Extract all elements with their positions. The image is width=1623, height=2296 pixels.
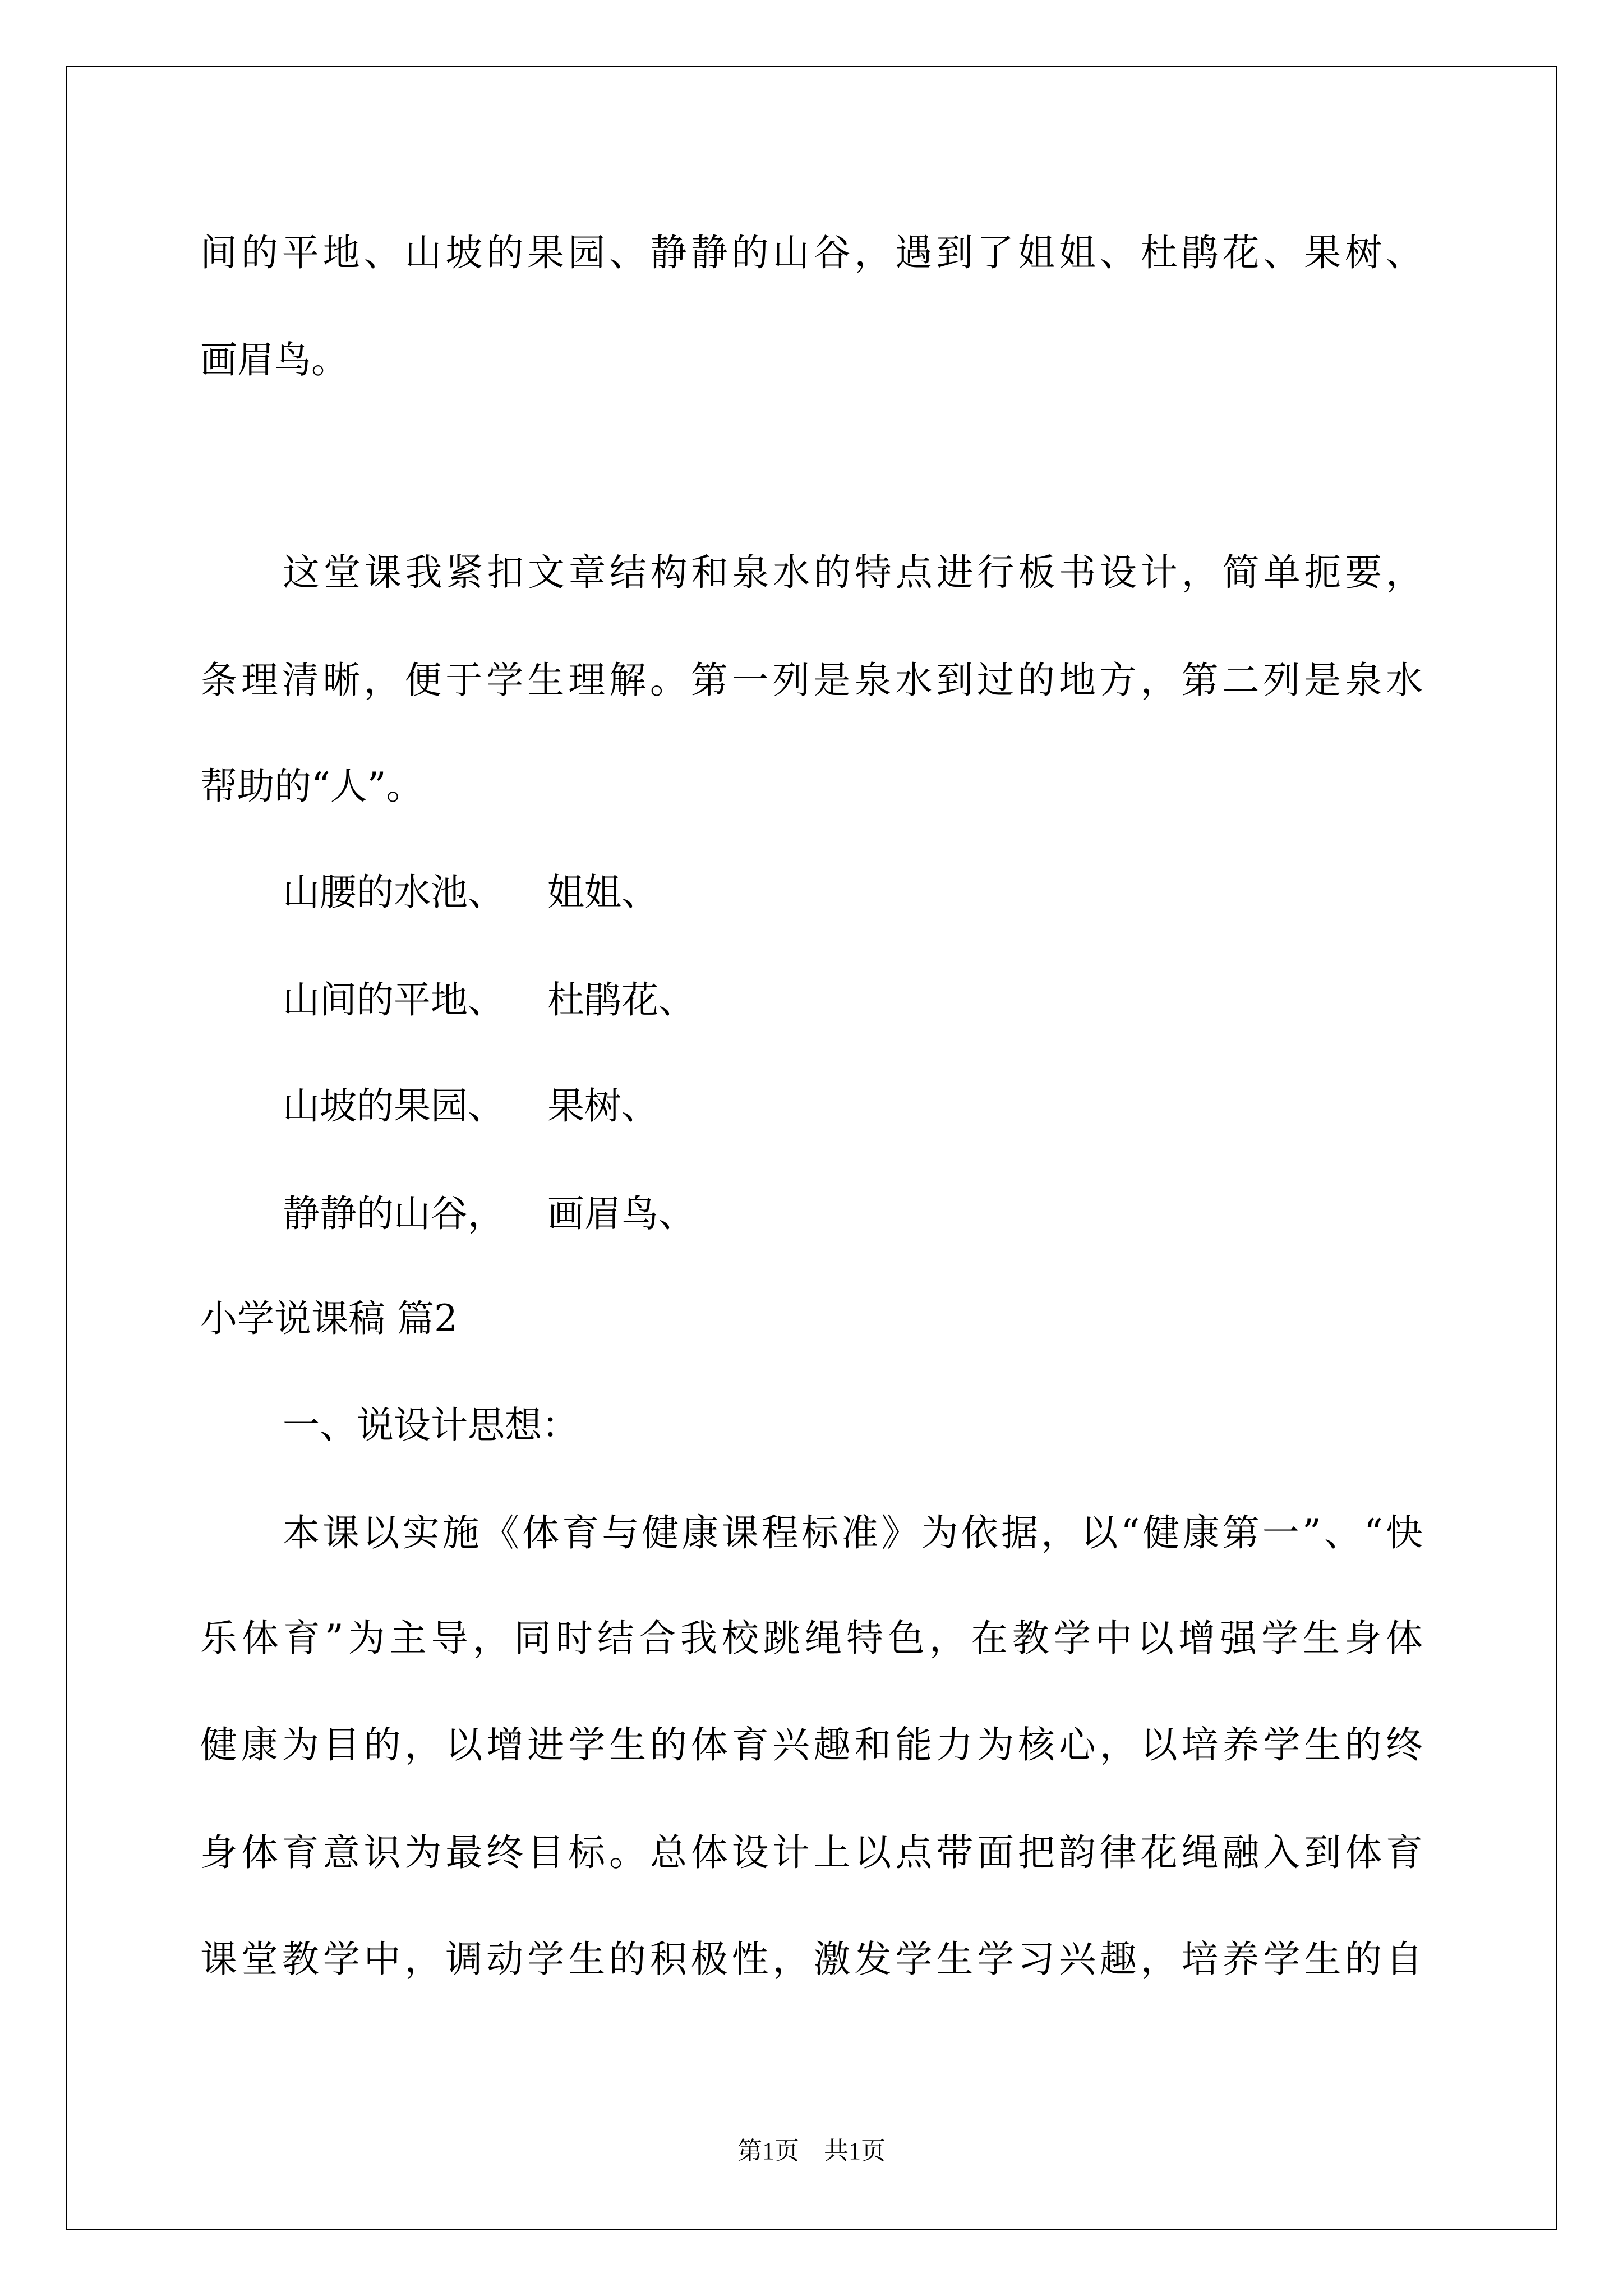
page-footer: 第1页 共1页: [737, 2137, 886, 2165]
subheading: 一、说设计思想：: [283, 1404, 579, 1447]
board-helped: 画眉鸟、: [547, 1192, 695, 1235]
paragraph-line: 本课以实施《体育与健康课程标准》为依据，以“健康第一”、“快: [283, 1511, 1423, 1554]
board-place: 山坡的果园、: [283, 1084, 505, 1128]
paragraph-line: 健康为目的，以增进学生的体育兴趣和能力为核心，以培养学生的终: [200, 1723, 1423, 1766]
paragraph-line: 间的平地、山坡的果园、静静的山谷，遇到了姐姐、杜鹃花、果树、: [200, 231, 1423, 274]
board-helped: 果树、: [547, 1084, 658, 1128]
section-heading: 小学说课稿 篇2: [200, 1297, 458, 1340]
paragraph-line: 课堂教学中，调动学生的积极性，激发学生学习兴趣，培养学生的自: [200, 1938, 1423, 1981]
page-border: [66, 66, 1557, 2230]
paragraph-line: 乐体育”为主导，同时结合我校跳绳特色，在教学中以增强学生身体: [200, 1617, 1423, 1660]
paragraph-line: 画眉鸟。: [200, 338, 348, 381]
paragraph-line: 这堂课我紧扣文章结构和泉水的特点进行板书设计，简单扼要，: [283, 551, 1423, 594]
board-place: 山腰的水池、: [283, 871, 505, 914]
board-place: 山间的平地、: [283, 978, 505, 1022]
paragraph-line: 条理清晰，便于学生理解。第一列是泉水到过的地方，第二列是泉水: [200, 659, 1423, 702]
board-helped: 姐姐、: [547, 871, 658, 914]
paragraph-line: 身体育意识为最终目标。总体设计上以点带面把韵律花绳融入到体育: [200, 1831, 1423, 1874]
board-place: 静静的山谷，: [283, 1192, 505, 1235]
paragraph-line: 帮助的“人”。: [200, 765, 423, 808]
board-helped: 杜鹃花、: [547, 978, 695, 1022]
